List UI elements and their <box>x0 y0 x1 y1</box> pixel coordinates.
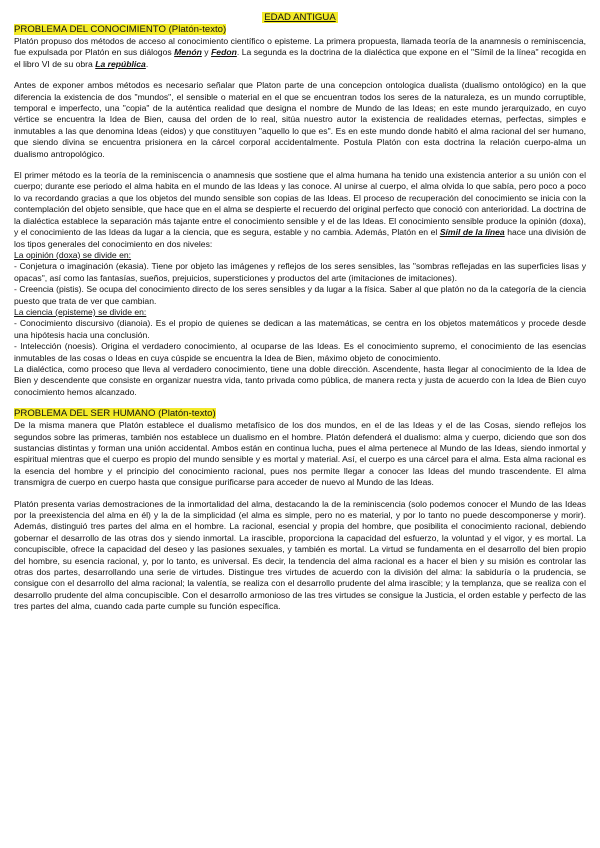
episteme-item-dianoia: - Conocimiento discursivo (dianoia). Es el propio de quienes se dedican a las matemáticas, se centra en los objetos matemáticos y procede desde una hipótesis hacia una conclusión. <box>14 318 586 340</box>
episteme-heading-text: La ciencia (episteme) se divide en: <box>14 306 147 317</box>
paragraph-inmortalidad: Platón presenta varias demostraciones de la inmortalidad del alma, destacando la de la reminiscencia (solo podemos conocer el Mundo de las Ideas por la preexistencia del alma en él) y la de la simplicidad (el alma es simple, pero no es material, y por lo tanto no puede descomponerse y morir). Además, distinguió tres partes del alma en el hombre. La racional, esencial y propia del hombre, que posibilita el conocimiento racional, debiendo gobernar el desarrollo de las otras dos y siendo inmortal. La irascible, proporciona la capacidad del esfuerzo, la voluntad y el vigor, y es mortal. La concupiscible, ofrece la capacidad del deseo y las pasiones sexuales, y también es mortal. La virtud se fundamenta en el desarrollo del bien propio del hombre, su esencia racional, y, por lo tanto, es universal. Es decir, la tendencia del alma racional es a hacer el bien y su misión es controlar las otras dos partes, desarrollando una serie de virtudes. Distingue tres virtudes de acuerdo con la división del alma: la sabiduría o la prudencia, se consigue con el desarrollo del alma racional; la valentía, se realiza con el desarrollo prudente del alma irascible; y la templanza, que se realiza con el desarrollo prudente del alma concupiscible. Con el desarrollo armonioso de las tres virtudes se consigue la Justicia, el orden estable y perfecto de las tres partes del alma, cuando cada parte cumple su función específica. <box>14 498 586 612</box>
paragraph-text: . La segunda es la doctrina de la dialéctica que expone en el "Símil de la línea" recogida en el libro VI de su obra <box>14 47 586 69</box>
book-title-simil: Símil de la línea <box>439 227 505 238</box>
book-title-menon: Menón <box>174 47 202 58</box>
section-heading-text: PROBLEMA DEL SER HUMANO (Platón-texto) <box>14 408 216 420</box>
paragraph-text: y <box>201 47 212 58</box>
doxa-heading-text: La opinión (doxa) se divide en: <box>14 249 132 260</box>
paragraph-text: . <box>145 58 149 69</box>
section-heading-conocimiento <box>14 24 586 36</box>
section-heading-ser-humano <box>14 408 586 420</box>
doxa-item-creencia: - Creencia (pistis). Se ocupa del conocimiento directo de los seres sensibles y da lugar a la física. Saber al que platón no da la categoría de la ciencia puesto que trata de ver que cambian. <box>14 284 586 306</box>
paragraph-text: Platón propuso dos métodos de acceso al conocimiento científico o episteme. La primera propuesta, llamada teoría de la anamnesis o reminiscencia, fue expulsada por Platón en sus diálogos <box>14 36 586 58</box>
book-title-republica: La república <box>95 58 146 69</box>
paragraph-text: El primer método es la teoría de la reminiscencia o anamnesis que sostiene que el alma humana ha tenido una existencia anterior a su unión con el cuerpo; durante ese periodo el alma habita en el mundo de las Ideas y las conoce. Al unirse al cuerpo, el alma olvida lo que sabía, pero poco a poco lo va recordando gracias a que los objetos del mundo sensible son copias de las Ideas. El proceso de recuperación del conocimiento se inicia con la contemplación del objeto sensible, que hace que en el alma se despierte el recuerdo del original perfecto que conoció con anterioridad. La doctrina de la dialéctica establece la separación más tajante entre el conocimiento sensible y el de las Ideas. El conocimiento sensible produce la opinión (doxa), y el conocimiento de las Ideas da lugar a la ciencia, que es segura, estable y no cambia. Además, Platón en el <box>14 170 586 238</box>
episteme-heading <box>14 307 586 318</box>
episteme-item-noesis: - Intelección (noesis). Origina el verdadero conocimiento, al ocuparse de las Ideas. Es el conocimiento supremo, el conocimiento de las esencias inmutables de las cosas o Ideas en cuya cúspide se encuentra la Idea de Bien, máximo objeto de conocimiento. <box>14 341 586 363</box>
doxa-item-conjetura: - Conjetura o imaginación (ekasia). Tiene por objeto las imágenes y reflejos de los seres sensibles, las "sombras reflejadas en las superficies lisas y opacas", así como las fantasías, sueños, prejuicios, supersticiones y productos del arte (imitaciones de imitaciones). <box>14 261 586 283</box>
paragraph-dialectica: La dialéctica, como proceso que lleva al verdadero conocimiento, tiene una doble dirección. Ascendente, hasta llegar al conocimiento de la Idea de Bien y descendente que consiste en organizar nuestra vida, tanto privada como pública, de manera recta y justa de acuerdo con la Idea de Bien cuyo conocimiento hemos alcanzado. <box>14 363 586 397</box>
paragraph-reminiscencia <box>14 170 586 250</box>
document-title <box>14 12 586 24</box>
doxa-heading <box>14 250 586 261</box>
paragraph-dualismo: Antes de exponer ambos métodos es necesario señalar que Platon parte de una concepcion ontologica dualista (dualismo ontológico) en la que diferencia la existencia de dos "mundos", el sensible o material en el que se encuentran todos los seres de la naturaleza, es un mundo corruptible, temporal e imperfecto, una "copia" de la auténtica realidad que designa el nombre de Mundo de las Ideas; en este mundo jerarquizado, en cuyo vértice se encuentra la Idea de Bien, causa del orden de lo real, sitúa nuestro autor la existencia de realidades eternas, perfectas, simples e inmutables a las que denomina Ideas (eidos) y que constituyen "aquello lo que es". Es en este mundo donde habitó el alma racional del ser humano, que siendo divina se encuentra prisionera en la cárcel corporal accidentalmente. Postula Platón con esta doctrina la relación cuerpo-alma un dualismo antropológico. <box>14 80 586 159</box>
paragraph-intro <box>14 36 586 70</box>
paragraph-text: hace una división de los tipos generales del conocimiento en dos niveles: <box>14 227 586 249</box>
document-page <box>14 12 586 613</box>
paragraph-dualismo-hombre: De la misma manera que Platón establece el dualismo metafísico de los dos mundos, en el de las Ideas y el de las Cosas, siendo reflejos los segundos sobre las primeras, también nos establece un dualismo en el hombre. Platón defenderá el dualismo: alma y cuerpo, diciendo que son dos sustancias distintas y forman una unión accidental. Ambos están en continua lucha, pues el alma pertenece al Mundo de las Ideas, siendo inmortal y espiritual mientras que el cuerpo es propio del mundo sensible y es mortal y material. Así, el cuerpo es una cárcel para el alma. Esta alma racional es la esencia del hombre y el principio del conocimiento racional, pues nos permite llegar a conocer las Ideas del mundo trascendente. El alma transmigra de cuerpo en cuerpo hasta que consigue purificarse para acceder de nuevo al Mundo de las Ideas. <box>14 420 586 488</box>
document-title-text: EDAD ANTIGUA <box>264 12 336 23</box>
book-title-fedon: Fedon <box>211 47 237 58</box>
section-heading-text: PROBLEMA DEL CONOCIMIENTO (Platón-texto) <box>14 24 227 35</box>
